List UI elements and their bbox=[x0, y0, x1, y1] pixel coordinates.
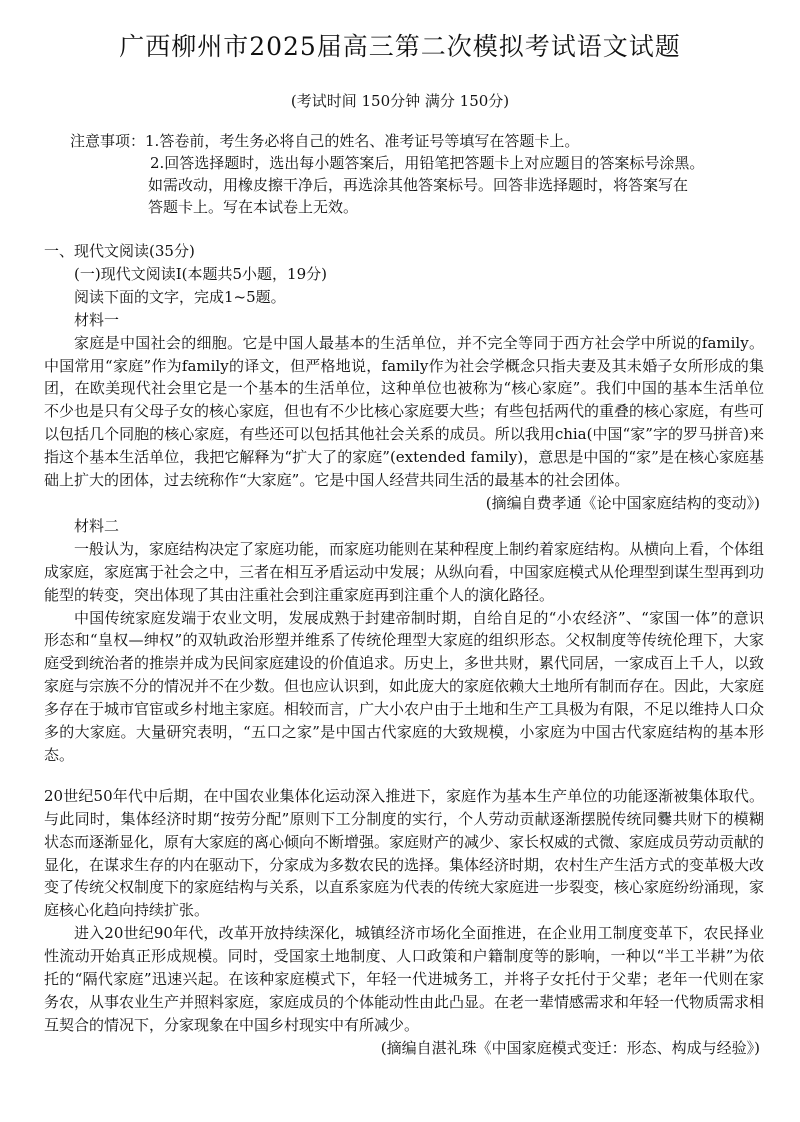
page-title: 广西柳州市2025届高三第二次模拟考试语文试题 bbox=[119, 32, 681, 61]
notice-item-2-line-3: 答题卡上。写在本试卷上无效。 bbox=[148, 198, 359, 216]
reading-section bbox=[44, 240, 764, 1060]
notice-item-1 bbox=[70, 130, 760, 152]
paragraph-gap bbox=[44, 767, 764, 785]
notice-item-1-text: 1.答卷前，考生务必将自己的姓名、准考证号等填写在答题卡上。 bbox=[145, 132, 580, 150]
material-2-source: (摘编自湛礼珠《中国家庭模式变迁：形态、构成与经验》) bbox=[380, 1038, 760, 1057]
exam-info: (考试时间 150分钟 满分 150分) bbox=[290, 92, 510, 110]
material-1-label: 材料一 bbox=[74, 310, 120, 329]
notice-block bbox=[70, 130, 760, 218]
instruction: 阅读下面的文字，完成1~5题。 bbox=[74, 287, 286, 306]
material-2-paragraph-3: 20世纪50年代中后期，在中国农业集体化运动深入推进下，家庭作为基本生产单位的功能逐渐被集体取代。与此同时，集体经济时期“按劳分配”原则下工分制度的实行，个人劳动贡献逐渐摆脱传统同爨共财下的模糊状态而逐渐显化，原有大家庭的离心倾向不断增强。家庭财产的减少、家长权威的式微、家庭成员劳动贡献的显化，在谋求生存的内在驱动下，分家成为多数农民的选择。集体经济时期，农村生产生活方式的变革极大改变了传统父权制度下的家庭结构与关系，以直系家庭为代表的传统大家庭进一步裂变，核心家庭纷纷涌现，家庭核心化趋向持续扩张。 bbox=[44, 786, 765, 920]
material-1-paragraph: 家庭是中国社会的细胞。它是中国人最基本的生活单位，并不完全等同于西方社会学中所说的family。中国常用“家庭”作为family的译文，但严格地说，family作为社会学概念只指夫妻及其未婚子女所形成的集团，在欧美现代社会里它是一个基本的生活单位，这种单位也被称为“核心家庭”。我们中国的基本生活单位不少也是只有父母子女的核心家庭，但也有不少比核心家庭要大些；有些包括两代的重叠的核心家庭，有些可以包括几个同胞的核心家庭，有些还可以包括其他社会关系的成员。所以我用chia(中国“家”字的罗马拼音)来指这个基本生活单位，我把它解释为“扩大了的家庭”(extended family)，意思是中国的“家”是在核心家庭基础上扩大的团体，过去统称作“大家庭”。它是中国人经营共同生活的最基本的社会团体。 bbox=[44, 333, 765, 490]
material-2-paragraph-1: 一般认为，家庭结构决定了家庭功能，而家庭功能则在某种程度上制约着家庭结构。从横向上看，个体组成家庭，家庭寓于社会之中，三者在相互矛盾运动中发展；从纵向看，中国家庭模式从伦理型到谋生型再到功能型的转变，突出体现了其由注重社会到注重家庭再到注重个人的演化路径。 bbox=[44, 539, 765, 604]
notice-item-2-line-2: 如需改动，用橡皮擦干净后，再选涂其他答案标号。回答非选择题时，将答案写在 bbox=[148, 176, 689, 194]
sub-heading: (一)现代文阅读Ⅰ(本题共5小题，19分) bbox=[74, 264, 327, 283]
material-2-paragraph-2: 中国传统家庭发端于农业文明，发展成熟于封建帝制时期，自给自足的“小农经济”、“家国一体”的意识形态和“皇权—绅权”的双轨政治形塑并维系了传统伦理型大家庭的组织形态。父权制度等传统伦理下，大家庭受到统治者的推崇并成为民间家庭建设的价值追求。历史上，多世共财，累代同居，一家成百上千人，以致家庭与宗族不分的情况并不在少数。但也应认识到，如此庞大的家庭依赖大土地所有制而存在。因此，大家庭多存在于城市官宦或乡村地主家庭。相较而言，广大小农户由于土地和生产工具极为有限，不足以维持人口众多的大家庭。大量研究表明，“五口之家”是中国古代家庭的大致规模，小家庭为中国古代家庭结构的基本形态。 bbox=[44, 608, 765, 764]
material-1-source: (摘编自费孝通《论中国家庭结构的变动》) bbox=[485, 493, 760, 512]
section-heading: 一、现代文阅读(35分) bbox=[44, 242, 195, 260]
material-2-paragraph-4: 进入20世纪90年代，改革开放持续深化，城镇经济市场化全面推进，在企业用工制度变革下，农民择业性流动开始真正形成规模。同时，受国家土地制度、人口政策和户籍制度等的影响，一种以“半工半耕”为依托的“隔代家庭”迅速兴起。在该种家庭模式下，年轻一代进城务工，并将子女托付于父辈；老年一代则在家务农，从事农业生产并照料家庭，家庭成员的个体能动性由此凸显。在老一辈情感需求和年轻一代物质需求相互契合的情况下，分家现象在中国乡村现实中有所减少。 bbox=[44, 924, 765, 1034]
material-2-label: 材料二 bbox=[74, 516, 120, 535]
notice-label: 注意事项： bbox=[70, 132, 146, 150]
notice-item-2: 2.回答选择题时，选出每小题答案后，用铅笔把答题卡上对应题目的答案标号涂黑。 bbox=[150, 154, 705, 172]
